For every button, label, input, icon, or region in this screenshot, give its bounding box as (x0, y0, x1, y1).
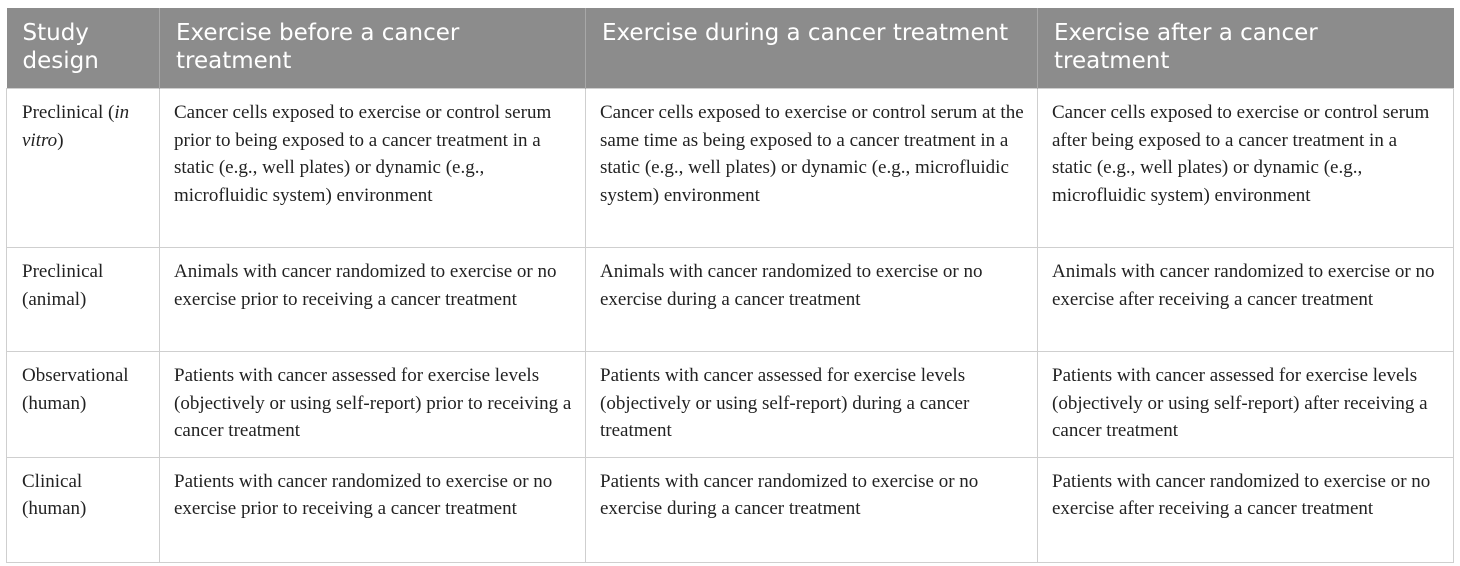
design-label-italic: in vitro (22, 102, 130, 151)
header-row (7, 8, 1454, 89)
study-design-table (6, 8, 1454, 563)
cell-during: Cancer cells exposed to exercise or control serum at the same time as being exposed to a cancer treatment in a static (e.g., well plates) or dynamic (e.g., microfluidic system) environment (586, 89, 1038, 248)
cell-study-design: Observational (human) (7, 352, 160, 458)
cell-before: Cancer cells exposed to exercise or control serum prior to being exposed to a cancer treatment in a static (e.g., well plates) or dynamic (e.g., microfluidic system) environment (160, 89, 586, 248)
cell-study-design: Preclinical (animal) (7, 248, 160, 352)
table-row (7, 248, 1454, 352)
cell-during: Animals with cancer randomized to exercise or no exercise during a cancer treatment (586, 248, 1038, 352)
header-study-design: Study design (7, 8, 160, 89)
cell-after: Cancer cells exposed to exercise or control serum after being exposed to a cancer treatment in a static (e.g., well plates) or dynamic (e.g., microfluidic system) environment (1038, 89, 1454, 248)
design-label-prefix: Preclinical ( (22, 102, 115, 123)
header-before-treatment: Exercise before a cancer treatment (160, 8, 586, 89)
table-row (7, 352, 1454, 458)
cell-after: Patients with cancer randomized to exercise or no exercise after receiving a cancer treatment (1038, 457, 1454, 562)
cell-before: Patients with cancer randomized to exercise or no exercise prior to receiving a cancer treatment (160, 457, 586, 562)
table-row (7, 457, 1454, 562)
header-during-treatment: Exercise during a cancer treatment (586, 8, 1038, 89)
table-row (7, 89, 1454, 248)
header-after-treatment: Exercise after a cancer treatment (1038, 8, 1454, 89)
cell-study-design: Clinical (human) (7, 457, 160, 562)
cell-before: Patients with cancer assessed for exercise levels (objectively or using self-report) prior to receiving a cancer treatment (160, 352, 586, 458)
design-label-suffix: ) (57, 129, 64, 151)
cell-study-design (7, 89, 160, 248)
cell-during: Patients with cancer assessed for exercise levels (objectively or using self-report) during a cancer treatment (586, 352, 1038, 458)
table-body (7, 89, 1454, 563)
table-header (7, 8, 1454, 89)
cell-after: Animals with cancer randomized to exercise or no exercise after receiving a cancer treatment (1038, 248, 1454, 352)
cell-before: Animals with cancer randomized to exercise or no exercise prior to receiving a cancer treatment (160, 248, 586, 352)
cell-after: Patients with cancer assessed for exercise levels (objectively or using self-report) after receiving a cancer treatment (1038, 352, 1454, 458)
cell-during: Patients with cancer randomized to exercise or no exercise during a cancer treatment (586, 457, 1038, 562)
study-design-table-container (6, 8, 1453, 563)
